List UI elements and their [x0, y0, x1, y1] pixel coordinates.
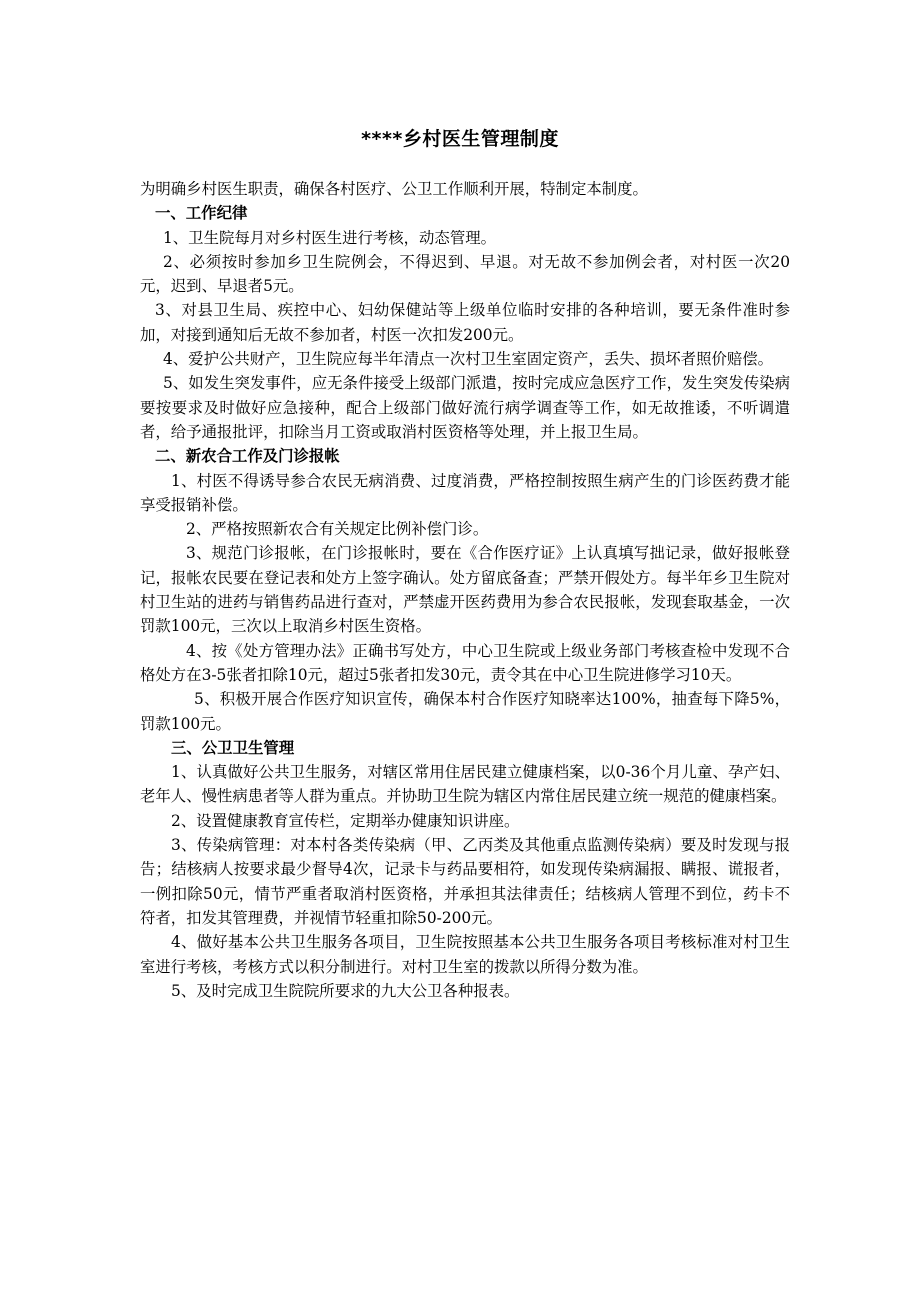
cooperative-item-2: 2、严格按照新农合有关规定比例补偿门诊。 — [186, 520, 489, 539]
discipline-item-2: 2、必须按时参加乡卫生院例会，不得迟到、早退。对无故不参加例会者，对村医一次20元，迟到、早退者5元。 — [140, 252, 790, 296]
cooperative-item-3: 3、规范门诊报帐，在门诊报帐时，要在《合作医疗证》上认真填写拙记录，做好报帐登记，报帐农民要在登记表和处方上签字确认。处方留底备查；严禁开假处方。每半年乡卫生院对村卫生站的进药与销售药品进行查对，严禁虚开医药费用为参合农民报帐，发现套取基金，一次罚款100元，三次以上取消乡村医生资格。 — [140, 544, 790, 636]
document-title: ****乡村医生管理制度 — [361, 128, 559, 150]
public-health-item-2: 2、设置健康教育宣传栏，定期举办健康知识讲座。 — [171, 811, 520, 830]
public-health-item-5: 5、及时完成卫生院院所要求的九大公卫各种报表。 — [171, 981, 520, 1000]
public-health-item-1: 1、认真做好公共卫生服务，对辖区常用住居民建立健康档案，以0-36个月儿童、孕产妇、老年人、慢性病患者等人群为重点。并协助卫生院为辖区内常住居民建立统一规范的健康档案。 — [140, 763, 790, 806]
section-heading-discipline: 一、工作纪律 — [155, 204, 248, 223]
public-health-item-4: 4、做好基本公共卫生服务各项目，卫生院按照基本公共卫生服务各项目考核标准对村卫生室进行考核，考核方式以积分制进行。对村卫生室的拨款以所得分数为准。 — [140, 933, 790, 976]
discipline-item-4: 4、爱护公共财产，卫生院应每半年清点一次村卫生室固定资产，丢失、损坏者照价赔偿。 — [163, 350, 774, 369]
document-body — [140, 177, 790, 1003]
cooperative-item-5: 5、积极开展合作医疗知识宣传，确保本村合作医疗知晓率达100%，抽查每下降5%，罚款100元。 — [140, 690, 790, 733]
cooperative-item-1: 1、村医不得诱导参合农民无病消费、过度消费，严格控制按照生病产生的门诊医药费才能享受报销补偿。 — [140, 471, 790, 514]
public-health-item-3: 3、传染病管理：对本村各类传染病（甲、乙丙类及其他重点监测传染病）要及时发现与报告；结核病人按要求最少督导4次，记录卡与药品要相符，如发现传染病漏报、瞒报、谎报者，一例扣除50元，情节严重者取消村医资格，并承担其法律责任；结核病人管理不到位，药卡不符者，扣发其管理费，并视情节轻重扣除50-200元。 — [140, 836, 790, 927]
intro-paragraph: 为明确乡村医生职责，确保各村医疗、公卫工作顺利开展，特制定本制度。 — [140, 180, 648, 198]
section-heading-cooperative-medical: 二、新农合工作及门诊报帐 — [155, 447, 340, 466]
discipline-item-5: 5、如发生突发事件，应无条件接受上级部门派遣，按时完成应急医疗工作，发生突发传染病要按要求及时做好应急接种，配合上级部门做好流行病学调查等工作，如无故推诿，不听调遣者，给予通报批评，扣除当月工资或取消村医资格等处理，并上报卫生局。 — [140, 374, 790, 441]
discipline-item-1: 1、卫生院每月对乡村医生进行考核，动态管理。 — [163, 228, 496, 247]
discipline-item-3: 3、对县卫生局、疾控中心、妇幼保健站等上级单位临时安排的各种培训，要无条件准时参加，对接到通知后无故不参加者，村医一次扣发200元。 — [140, 301, 790, 344]
section-heading-public-health: 三、公卫卫生管理 — [171, 738, 295, 757]
cooperative-item-4: 4、按《处方管理办法》正确书写处方，中心卫生院或上级业务部门考核查检中发现不合格处方在3-5张者扣除10元，超过5张者扣发30元，责令其在中心卫生院进修学习10天。 — [140, 641, 790, 684]
